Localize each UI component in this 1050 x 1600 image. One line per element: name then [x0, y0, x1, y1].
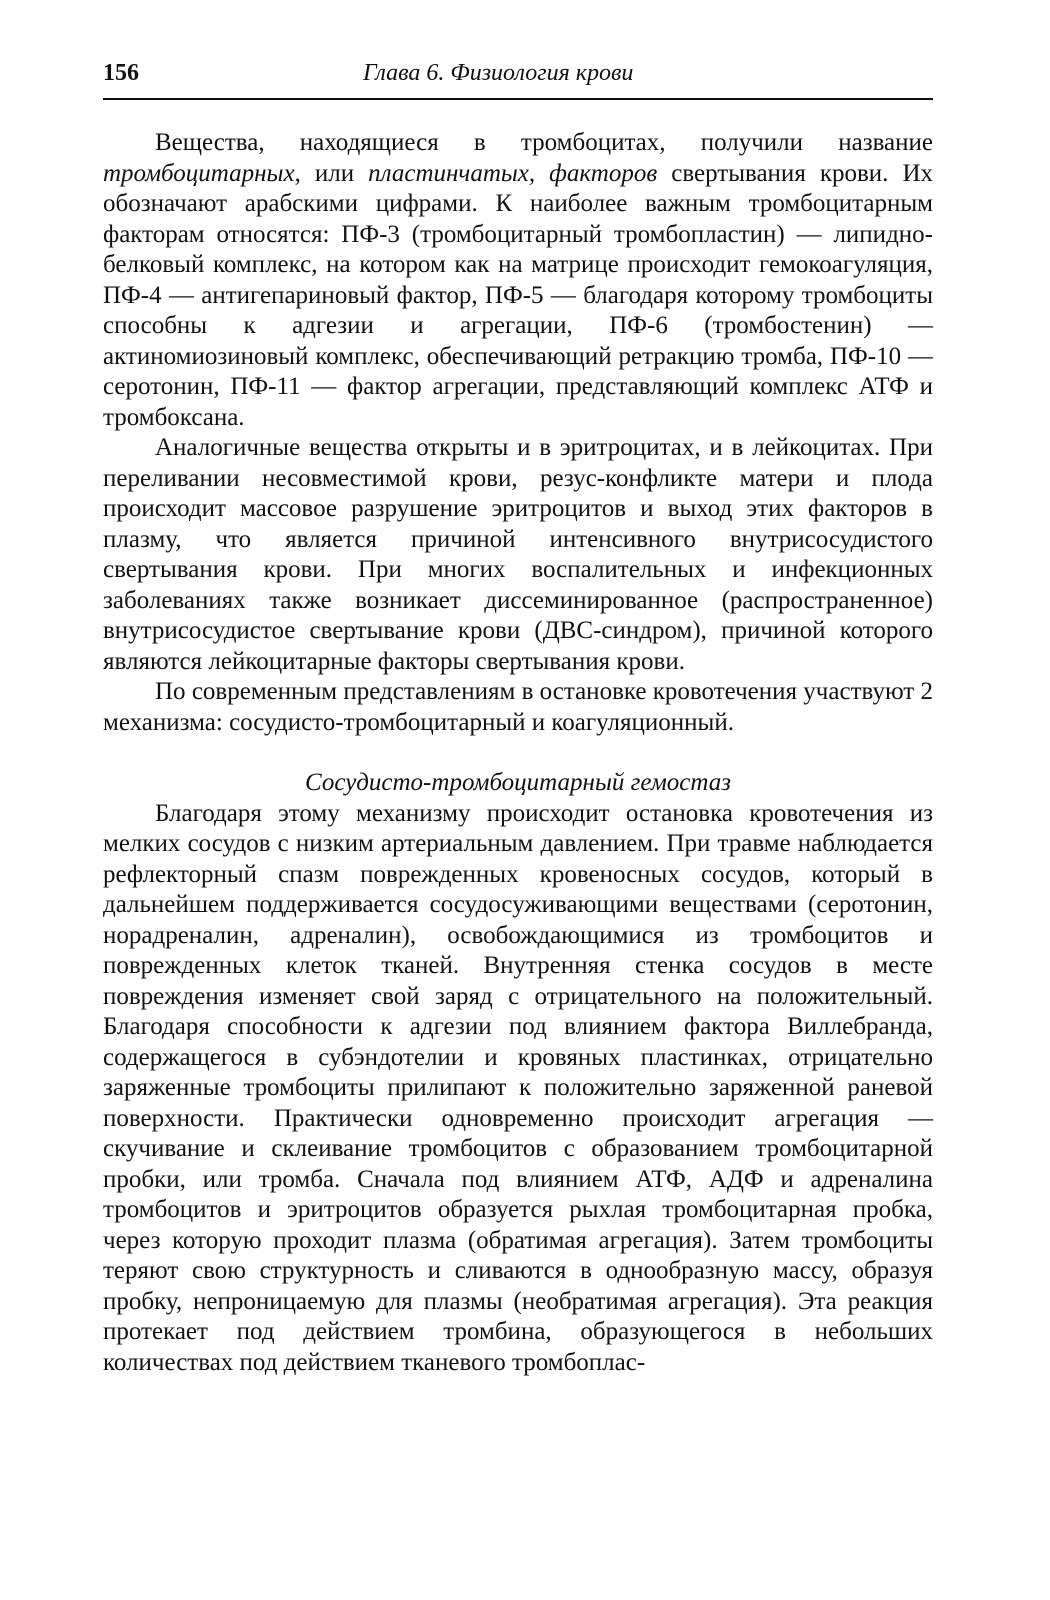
- chapter-title: Глава 6. Физиология крови: [363, 60, 634, 86]
- paragraph-mechanisms: По современным представлениям в остановке кровотечения участвуют 2 механизма: сосудисто-тромбоцитарный и коагуляционный.: [103, 678, 933, 736]
- paragraph-erythrocyte-factors: Аналогичные вещества открыты и в эритроцитах, и в лейкоцитах. При переливании несовместимой крови, резус-конфликте матери и плода происходит массовое разрушение эритроцитов и выход этих факторов в плазму, что является причиной интенсивного внутрисосудистого свертывания крови. При многих воспалительных и инфекционных заболеваниях также возникает диссеминированное (распространенное) внутрисосудистое свертывание крови (ДВС-синдром), причиной которого являются лейкоцитарные факторы свертывания крови.: [103, 434, 933, 675]
- text-run: , или: [294, 159, 369, 187]
- running-header: [103, 58, 933, 100]
- italic-term: пластинчатых, факторов: [368, 159, 658, 187]
- section-heading: Сосудисто-тромбоцитарный гемостаз: [304, 769, 732, 796]
- body-text: [103, 128, 933, 1378]
- paragraph-vascular-platelet-hemostasis: Благодаря этому механизму происходит остановка кровотечения из мелких сосудов с низким артериальным давлением. При травме наблюдается рефлекторный спазм поврежденных кровеносных сосудов, который в дальнейшем поддерживается сосудосуживающими веществами (серотонин, норадреналин, адреналин), освобождающимися из тромбоцитов и поврежденных клеток тканей. Внутренняя стенка сосудов в месте повреждения изменяет свой заряд с отрицательного на положительный. Благодаря способности к адгезии под влиянием фактора Виллебранда, содержащегося в субэндотелии и кровяных пластинках, отрицательно заряженные тромбоциты прилипают к положительно заряженной раневой поверхности. Практически одновременно происходит агрегация — скучивание и склеивание тромбоцитов с образованием тромбоцитарной пробки, или тромба. Сначала под влиянием АТФ, АДФ и адреналина тромбоцитов и эритроцитов образуется рыхлая тромбоцитарная пробка, через которую проходит плазма (обратимая агрегация). Затем тромбоциты теряют свою структурность и сливаются в однообразную массу, образуя пробку, непроницаемую для плазмы (необратимая агрегация). Эта реакция протекает под действием тромбина, образующегося в небольших количествах под действием тканевого тромбоплас-: [103, 799, 933, 1376]
- page-number: 156: [103, 60, 139, 86]
- italic-term: тромбоцитарных: [103, 159, 295, 187]
- text-run: свертывания крови. Их обозначают арабскими цифрами. К наиболее важным тромбоцитарным факторам относятся: ПФ-3 (тромбоцитарный тромбопластин) — липидно-белковый комплекс, на котором как на матрице происходит гемокоагуляция, ПФ-4 — антигепариновый фактор, ПФ-5 — благодаря которому тромбоциты способны к адгезии и агрегации, ПФ-6 (тромбостенин) — актиномиозиновый комплекс, обеспечивающий ретракцию тромба, ПФ-10 — серотонин, ПФ-11 — фактор агрегации, представляющий комплекс АТФ и тромбоксана.: [103, 159, 934, 431]
- paragraph-platelet-factors: [103, 128, 933, 433]
- book-page: [103, 58, 933, 1378]
- text-run: Вещества, находящиеся в тромбоцитах, получили название: [155, 129, 933, 156]
